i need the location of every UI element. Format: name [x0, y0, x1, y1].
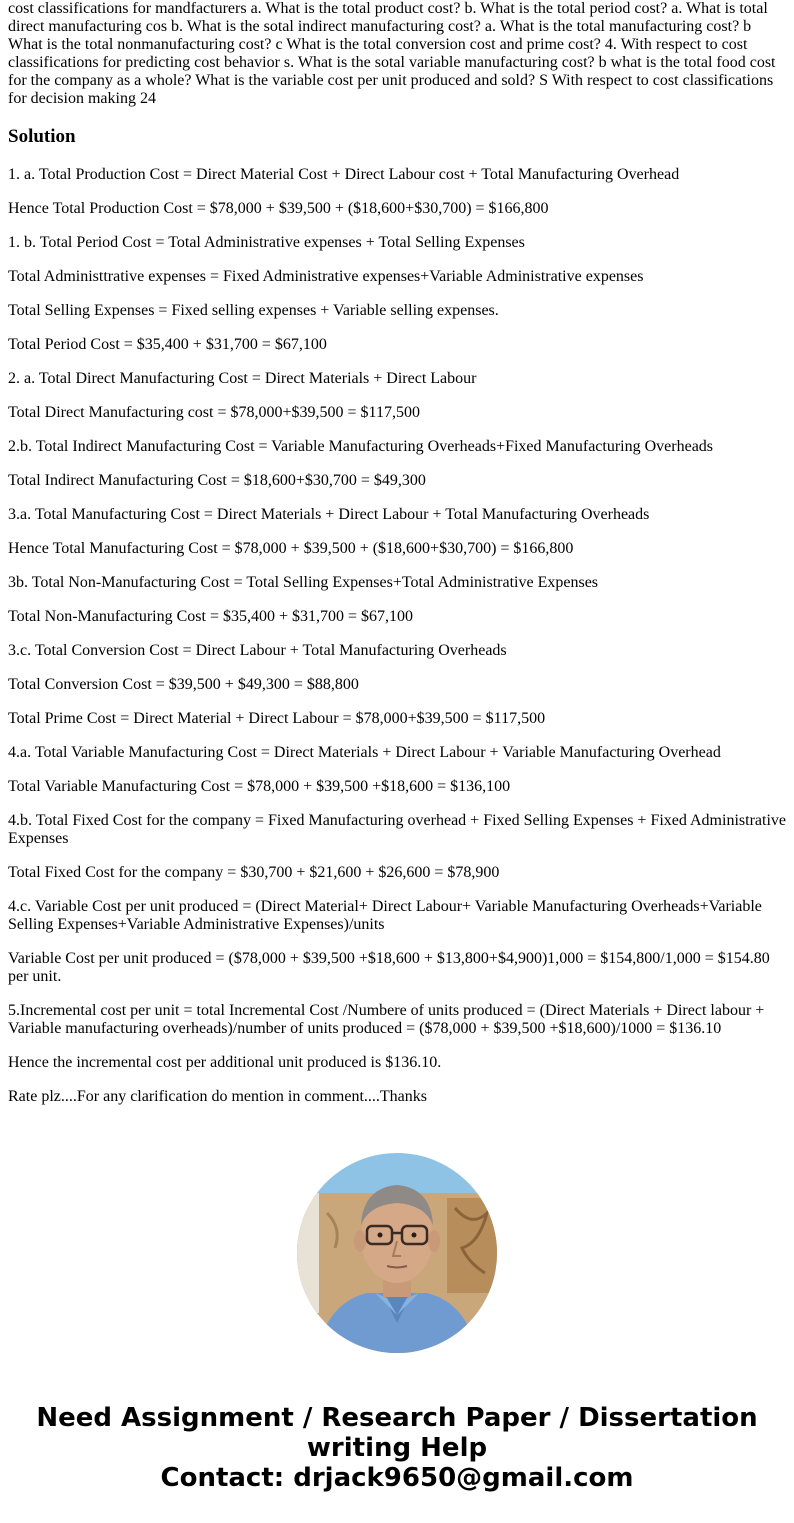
solution-paragraph: Total Administtrative expenses = Fixed Administrative expenses+Variable Administrative expenses [8, 268, 644, 285]
solution-paragraph: 2.b. Total Indirect Manufacturing Cost = Variable Manufacturing Overheads+Fixed Manufacturing Overheads [8, 438, 714, 455]
footer-line-1: Need Assignment / Research Paper / Dissertation [36, 1403, 758, 1433]
footer-contact: Contact: drjack9650@gmail.com [160, 1463, 634, 1493]
footer-banner [0, 1403, 794, 1493]
solution-heading: Solution [8, 126, 76, 147]
solution-paragraph: 4.c. Variable Cost per unit produced = (Direct Material+ Direct Labour+ Variable Manufacturing Overheads+Variable Selling Expenses+Variable Administrative Expenses)/units [8, 898, 762, 933]
solution-paragraph: Total Direct Manufacturing cost = $78,000+$39,500 = $117,500 [8, 404, 420, 421]
solution-paragraph: Variable Cost per unit produced = ($78,000 + $39,500 +$18,600 + $13,800+$4,900)1,000 = $154,800/1,000 = $154.80 per unit. [8, 950, 770, 985]
solution-paragraph: 4.b. Total Fixed Cost for the company = Fixed Manufacturing overhead + Fixed Selling Expenses + Fixed Administrative Expenses [8, 812, 786, 847]
footer-line-2: writing Help [306, 1433, 488, 1463]
solution-paragraph: Total Indirect Manufacturing Cost = $18,600+$30,700 = $49,300 [8, 472, 426, 489]
solution-paragraph: Total Selling Expenses = Fixed selling expenses + Variable selling expenses. [8, 302, 499, 319]
solution-paragraph: Total Conversion Cost = $39,500 + $49,300 = $88,800 [8, 676, 359, 693]
solution-paragraph: Rate plz....For any clarification do mention in comment....Thanks [8, 1088, 428, 1105]
solution-paragraph: 3b. Total Non-Manufacturing Cost = Total Selling Expenses+Total Administrative Expenses [8, 574, 599, 591]
solution-paragraph: 3.c. Total Conversion Cost = Direct Labour + Total Manufacturing Overheads [8, 642, 507, 659]
avatar [297, 1153, 497, 1353]
solution-paragraph: Total Prime Cost = Direct Material + Direct Labour = $78,000+$39,500 = $117,500 [8, 710, 546, 727]
solution-paragraph: Total Variable Manufacturing Cost = $78,000 + $39,500 +$18,600 = $136,100 [8, 778, 511, 795]
avatar-portrait-image [297, 1153, 497, 1353]
solution-paragraph: Total Fixed Cost for the company = $30,700 + $21,600 + $26,600 = $78,900 [8, 864, 500, 881]
solution-paragraph: 2. a. Total Direct Manufacturing Cost = Direct Materials + Direct Labour [8, 370, 477, 387]
solution-paragraph: Total Period Cost = $35,400 + $31,700 = $67,100 [8, 336, 327, 353]
solution-paragraphs [8, 166, 788, 1106]
solution-paragraph: 1. a. Total Production Cost = Direct Material Cost + Direct Labour cost + Total Manufacturing Overhead [8, 166, 680, 183]
document-body [8, 0, 788, 1122]
question-text: cost classifications for mandfacturers a. What is the total product cost? b. What is the total period cost? a. What is total direct manufacturing cos b. What is the sotal indirect manufacturing cost? a. What is the total manufacturing cost? b What is the total nonmanufacturing cost? c What is the total conversion cost and prime cost? 4. With respect to cost classifications for predicting cost behavior s. What is the sotal variable manufacturing cost? b what is the total food cost for the company as a whole? What is the variable cost per unit produced and sold? S With respect to cost classifications for decision making 24 [8, 0, 776, 107]
solution-paragraph: Hence Total Manufacturing Cost = $78,000 + $39,500 + ($18,600+$30,700) = $166,800 [8, 540, 574, 557]
solution-paragraph: 4.a. Total Variable Manufacturing Cost = Direct Materials + Direct Labour + Variable Manufacturing Overhead [8, 744, 721, 761]
solution-paragraph: Total Non-Manufacturing Cost = $35,400 + $31,700 = $67,100 [8, 608, 414, 625]
solution-paragraph: 1. b. Total Period Cost = Total Administrative expenses + Total Selling Expenses [8, 234, 525, 251]
solution-paragraph: Hence Total Production Cost = $78,000 + $39,500 + ($18,600+$30,700) = $166,800 [8, 200, 549, 217]
solution-paragraph: Hence the incremental cost per additional unit produced is $136.10. [8, 1054, 442, 1071]
solution-paragraph: 3.a. Total Manufacturing Cost = Direct Materials + Direct Labour + Total Manufacturing Overheads [8, 506, 650, 523]
solution-paragraph: 5.Incremental cost per unit = total Incremental Cost /Numbere of units produced = (Direct Materials + Direct labour + Variable manufacturing overheads)/number of units produced = ($78,000 + $39,500 +$18,600)/1000 = $136.10 [8, 1002, 765, 1037]
